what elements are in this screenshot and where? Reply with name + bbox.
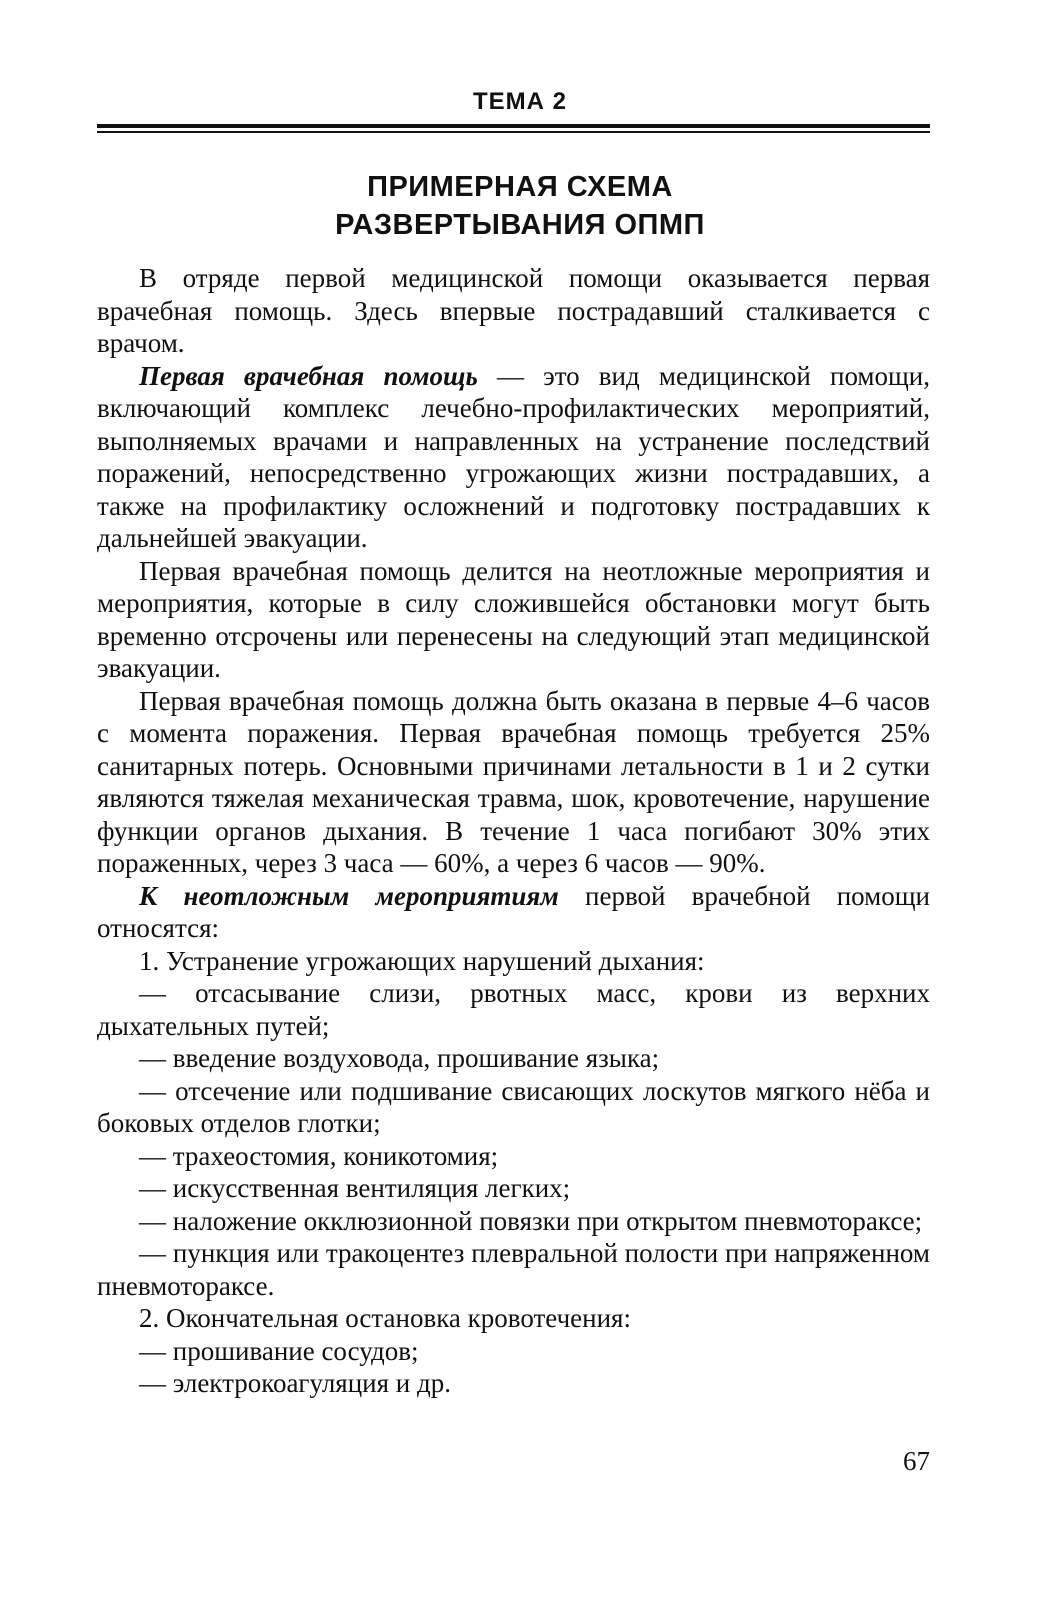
list-subitem: — введение воздуховода, прошивание языка; — [139, 1043, 660, 1073]
urgent-measures-text: первой врачебной помощи относятся: — [97, 880, 930, 943]
definition-text: — это вид медицинской помощи, включающий комплекс лечебно-профилактических мероприятий, выполняемых врачами и направленных на устранение последствий поражений, непосредственно угрожающих жизни пострадавших, а также на профилактику осложнений и подготовку пострадавших к дальнейшей эвакуации. — [97, 360, 931, 553]
term-urgent-measures: К неотложным мероприятиям — [139, 880, 559, 911]
page-number: 67 — [903, 1446, 930, 1476]
list-subitem: — прошивание сосудов; — [139, 1335, 419, 1366]
list-subitem: — наложение окклюзионной повязки при открытом пневмотораксе; — [139, 1205, 923, 1236]
list-item-1: 1. Устранение угрожающих нарушений дыхания: — [139, 945, 705, 976]
running-head: ТЕМА 2 — [472, 88, 567, 115]
header-rule-thick — [97, 124, 930, 128]
chapter-title-line-2: РАЗВЕРТЫВАНИЯ ОПМП — [335, 209, 705, 241]
paragraph-urgent-measures — [97, 880, 930, 945]
list-subitem: — отсечение или подшивание свисающих лоскутов мягкого нёба и боковых отделов глотки; — [97, 1075, 930, 1138]
paragraph-timing: Первая врачебная помощь должна быть оказана в первые 4–6 часов с момента поражения. Первая врачебная помощь требуется 25% санитарных потерь. Основными причинами летальности в 1 и 2 сутки являются тяжелая механическая травма, шок, кровотечение, нарушение функции органов дыхания. В течение 1 часа погибают 30% этих пораженных, через 3 часа — 60%, а через 6 часов — 90%. — [97, 685, 930, 878]
list-subitem: — пункция или тракоцентез плевральной полости при напряженном пневмотораксе. — [97, 1238, 930, 1301]
list-subitem: — электрокоагуляция и др. — [139, 1368, 451, 1398]
list-subitem: — трахеостомия, коникотомия; — [139, 1140, 499, 1171]
chapter-title-line-1: ПРИМЕРНАЯ СХЕМА — [367, 171, 673, 203]
list-subitem: — отсасывание слизи, рвотных масс, крови из верхних дыхательных путей; — [97, 978, 930, 1041]
body-text — [97, 262, 930, 1400]
paragraph-division: Первая врачебная помощь делится на неотложные мероприятия и мероприятия, которые в силу сложившейся обстановки могут быть временно отсрочены или перенесены на следующий этап медицинской эвакуации. — [97, 555, 930, 683]
list-item-2: 2. Окончательная остановка кровотечения: — [139, 1303, 631, 1333]
list-subitem: — искусственная вентиляция легких; — [139, 1173, 571, 1203]
paragraph-definition — [97, 360, 930, 555]
term-first-aid: Первая врачебная помощь — [139, 360, 478, 391]
header-rule-thin — [97, 131, 930, 133]
paragraph-intro: В отряде первой медицинской помощи оказывается первая врачебная помощь. Здесь впервые пострадавший сталкивается с врачом. — [97, 263, 930, 358]
